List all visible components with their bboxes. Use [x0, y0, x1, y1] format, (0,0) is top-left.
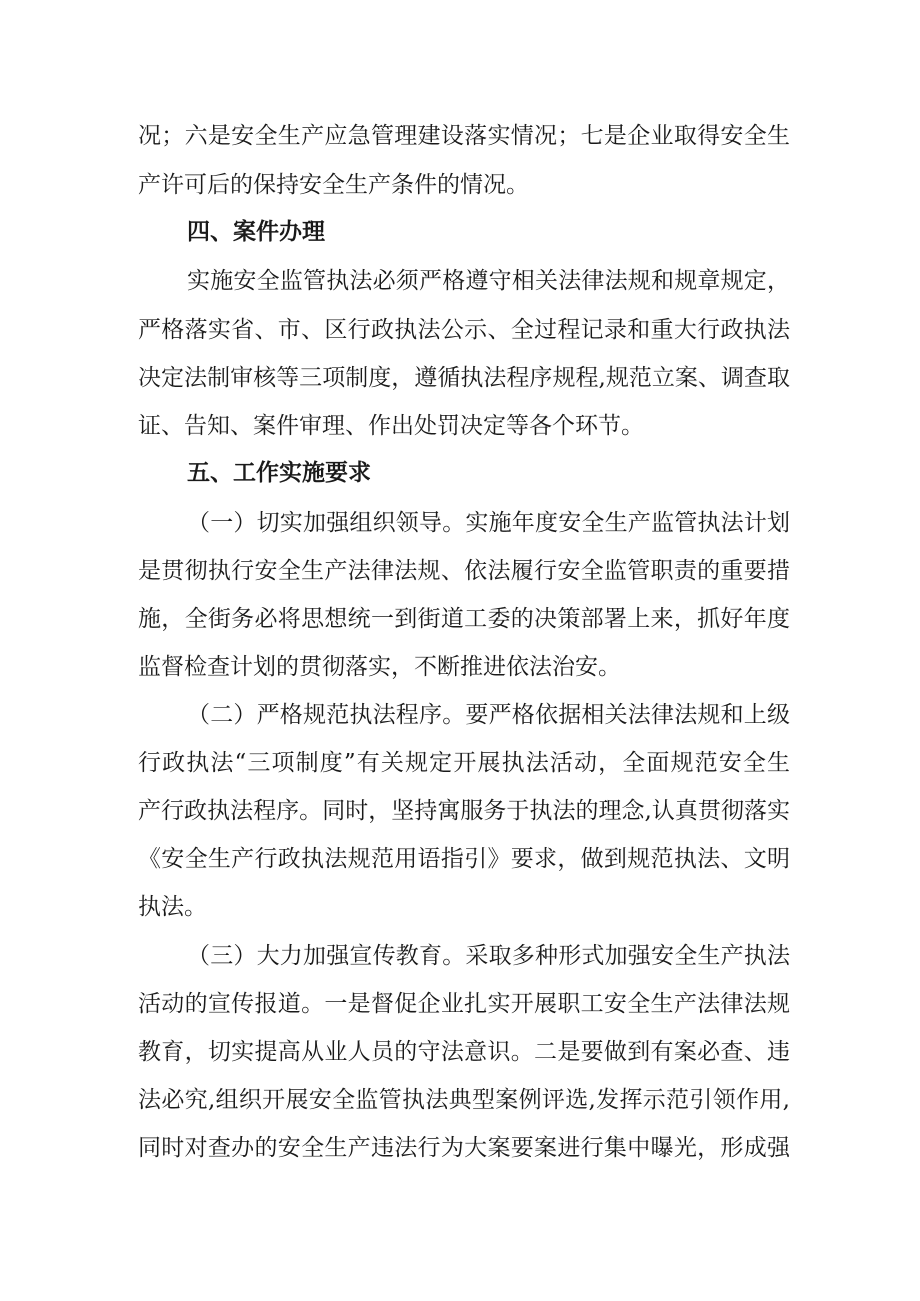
paragraph-line: 产行政执法程序。同时，坚持寓服务于执法的理念,认真贯彻落实 — [138, 798, 790, 824]
paragraph-line: 教育，切实提高从业人员的守法意识。二是要做到有案必查、违 — [138, 1039, 790, 1065]
paragraph-line: 《安全生产行政执法规范用语指引》要求，做到规范执法、文明 — [138, 846, 790, 872]
paragraph-line: 活动的宣传报道。一是督促企业扎实开展职工安全生产法律法规 — [138, 991, 790, 1017]
paragraph-line: 是贯彻执行安全生产法律法规、依法履行安全监管职责的重要措 — [138, 558, 790, 584]
paragraph-line: 施，全街务必将思想统一到街道工委的决策部署上来，抓好年度 — [138, 606, 790, 632]
paragraph-line: 产许可后的保持安全生产条件的情况。 — [138, 172, 529, 198]
paragraph-line: 行政执法“三项制度”有关规定开展执法活动，全面规范安全生 — [138, 750, 790, 776]
paragraph-line: 决定法制审核等三项制度，遵循执法程序规程,规范立案、调查取 — [138, 365, 790, 391]
paragraph-line: 执法。 — [138, 894, 207, 920]
paragraph-line: 况；六是安全生产应急管理建设落实情况；七是企业取得安全生 — [138, 123, 790, 149]
paragraph-line: 证、告知、案件审理、作出处罚决定等各个环节。 — [138, 413, 644, 439]
paragraph-line: 同时对查办的安全生产违法行为大案要案进行集中曝光，形成强 — [138, 1135, 790, 1161]
paragraph-line: 严格落实省、市、区行政执法公示、全过程记录和重大行政执法 — [138, 317, 790, 343]
paragraph-line: （一）切实加强组织领导。实施年度安全生产监管执法计划 — [187, 510, 790, 536]
paragraph-line: 实施安全监管执法必须严格遵守相关法律法规和规章规定， — [187, 268, 790, 294]
paragraph-line: 法必究,组织开展安全监管执法典型案例评选,发挥示范引领作用, — [138, 1087, 790, 1113]
paragraph-line: 监督检查计划的贯彻落实，不断推进依法治安。 — [138, 654, 621, 680]
section-heading-5: 五、工作实施要求 — [187, 460, 371, 486]
paragraph-line: （二）严格规范执法程序。要严格依据相关法律法规和上级 — [187, 702, 790, 728]
paragraph-line: （三）大力加强宣传教育。采取多种形式加强安全生产执法 — [187, 943, 790, 969]
section-heading-4: 四、案件办理 — [187, 219, 325, 245]
